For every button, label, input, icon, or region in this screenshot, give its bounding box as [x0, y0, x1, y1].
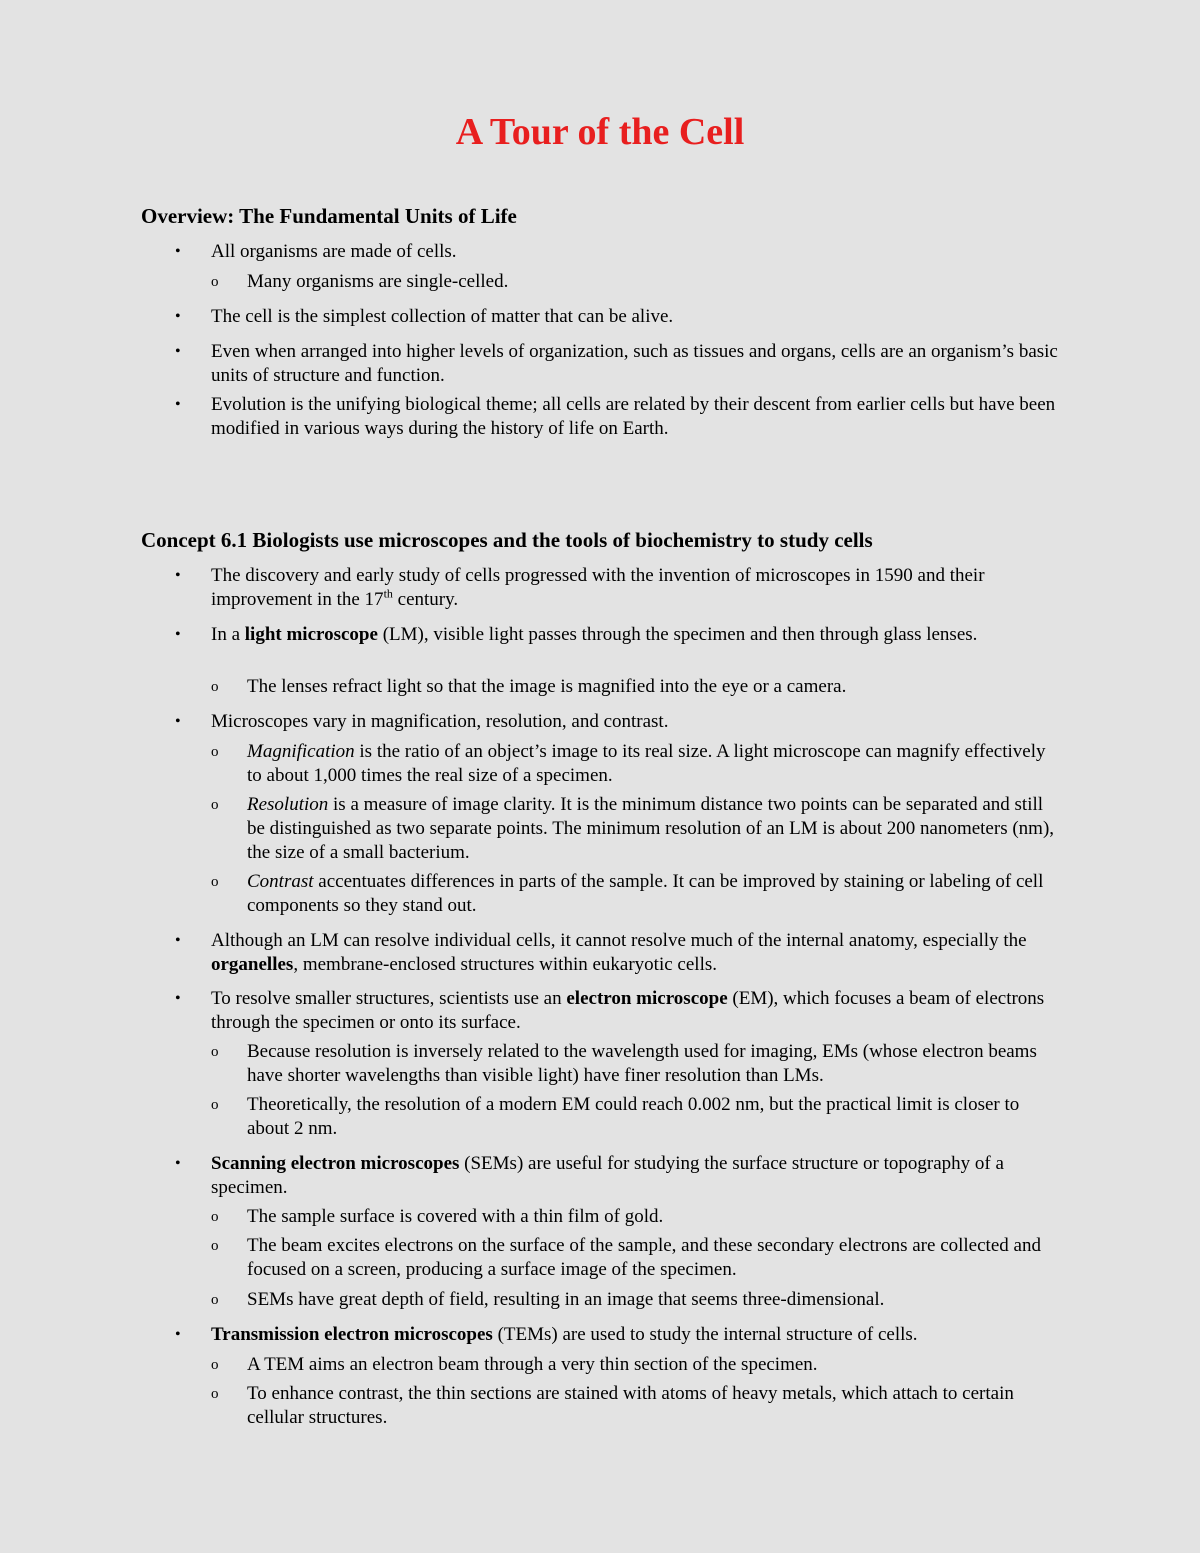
circle-bullet-icon: o: [211, 744, 219, 760]
list-item: • Although an LM can resolve individual cells, it cannot resolve much of the internal anatomy, especially the organelles, membrane-enclosed structures within eukaryotic cells.: [175, 930, 1027, 975]
section-heading-concept-6-1: Concept 6.1 Biologists use microscopes and the tools of biochemistry to study cells: [141, 528, 873, 552]
bullet-icon: •: [175, 243, 181, 260]
term-electron-microscope: electron microscope: [566, 988, 728, 1009]
sub-list-item: o Theoretically, the resolution of a modern EM could reach 0.002 nm, but the practical limit is closer to about 2 nm.: [211, 1094, 1020, 1139]
term-light-microscope: light microscope: [244, 624, 378, 645]
list-item: • Evolution is the unifying biological theme; all cells are related by their descent from earlier cells but have been modified in various ways during the history of life on Earth.: [175, 394, 1056, 439]
list-item: • The cell is the simplest collection of matter that can be alive.: [175, 306, 674, 327]
sub-list-item: o To enhance contrast, the thin sections are stained with atoms of heavy metals, which attach to certain cellular structures.: [211, 1383, 1014, 1428]
term-sem: Scanning electron microscopes: [211, 1153, 460, 1174]
circle-bullet-icon: o: [211, 874, 219, 890]
term-resolution: Resolution: [247, 794, 329, 815]
bullet-icon: •: [175, 1326, 181, 1343]
sub-list-item: o A TEM aims an electron beam through a very thin section of the specimen.: [211, 1354, 818, 1375]
list-item: • All organisms are made of cells.: [175, 241, 457, 262]
sub-list-item: o Resolution is a measure of image clarity. It is the minimum distance two points can be separated and still be distinguished as two separate points. The minimum resolution of an LM is about 200 nanometers (nm), the size of a small bacterium.: [211, 794, 1055, 863]
circle-bullet-icon: o: [211, 1386, 219, 1402]
bullet-icon: •: [175, 396, 181, 413]
circle-bullet-icon: o: [211, 1209, 219, 1225]
circle-bullet-icon: o: [211, 1292, 219, 1308]
sub-list-item: o The sample surface is covered with a thin film of gold.: [211, 1206, 664, 1227]
section-heading-overview: Overview: The Fundamental Units of Life: [141, 204, 517, 228]
circle-bullet-icon: o: [211, 1097, 219, 1113]
sub-list-item: o Contrast accentuates differences in parts of the sample. It can be improved by staining or labeling of cell components so they stand out.: [211, 871, 1044, 916]
circle-bullet-icon: o: [211, 274, 219, 290]
bullet-icon: •: [175, 932, 181, 949]
list-item: • Transmission electron microscopes (TEMs) are used to study the internal structure of cells.: [175, 1324, 918, 1345]
bullet-icon: •: [175, 343, 181, 360]
sub-list-item: o Many organisms are single-celled.: [211, 271, 509, 292]
circle-bullet-icon: o: [211, 1238, 219, 1254]
list-item: • Even when arranged into higher levels of organization, such as tissues and organs, cells are an organism’s basic units of structure and function.: [175, 341, 1058, 386]
term-magnification: Magnification: [247, 741, 355, 762]
circle-bullet-icon: o: [211, 797, 219, 813]
bullet-icon: •: [175, 567, 181, 584]
list-item: • Scanning electron microscopes (SEMs) are useful for studying the surface structure or topography of a specimen.: [175, 1153, 1004, 1198]
bullet-icon: •: [175, 1155, 181, 1172]
sub-list-item: o Because resolution is inversely related to the wavelength used for imaging, EMs (whose electron beams have shorter wavelengths than visible light) have finer resolution than LMs.: [211, 1041, 1037, 1086]
page-title: A Tour of the Cell: [455, 111, 745, 153]
sub-list-item: o The lenses refract light so that the image is magnified into the eye or a camera.: [211, 676, 847, 697]
circle-bullet-icon: o: [211, 1357, 219, 1373]
list-item: • Microscopes vary in magnification, resolution, and contrast.: [175, 711, 669, 732]
list-item: • In a light microscope (LM), visible light passes through the specimen and then through glass lenses.: [175, 624, 978, 645]
circle-bullet-icon: o: [211, 1044, 219, 1060]
circle-bullet-icon: o: [211, 679, 219, 695]
bullet-icon: •: [175, 990, 181, 1007]
sub-list-item: o The beam excites electrons on the surface of the sample, and these secondary electrons are collected and focused on a screen, producing a surface image of the specimen.: [211, 1235, 1041, 1280]
term-organelles: organelles: [211, 954, 294, 975]
sub-list-item: o SEMs have great depth of field, resulting in an image that seems three-dimensional.: [211, 1289, 885, 1310]
list-item: • To resolve smaller structures, scientists use an electron microscope (EM), which focuses a beam of electrons through the specimen or onto its surface.: [175, 988, 1045, 1033]
term-contrast: Contrast: [247, 871, 314, 892]
term-tem: Transmission electron microscopes: [211, 1324, 493, 1345]
bullet-icon: •: [175, 308, 181, 325]
bullet-icon: •: [175, 713, 181, 730]
sub-list-item: o Magnification is the ratio of an object’s image to its real size. A light microscope can magnify effectively to about 1,000 times the real size of a specimen.: [211, 741, 1046, 786]
list-item: • The discovery and early study of cells progressed with the invention of microscopes in 1590 and their improvement in the 17th century.: [175, 565, 985, 610]
bullet-icon: •: [175, 626, 181, 643]
